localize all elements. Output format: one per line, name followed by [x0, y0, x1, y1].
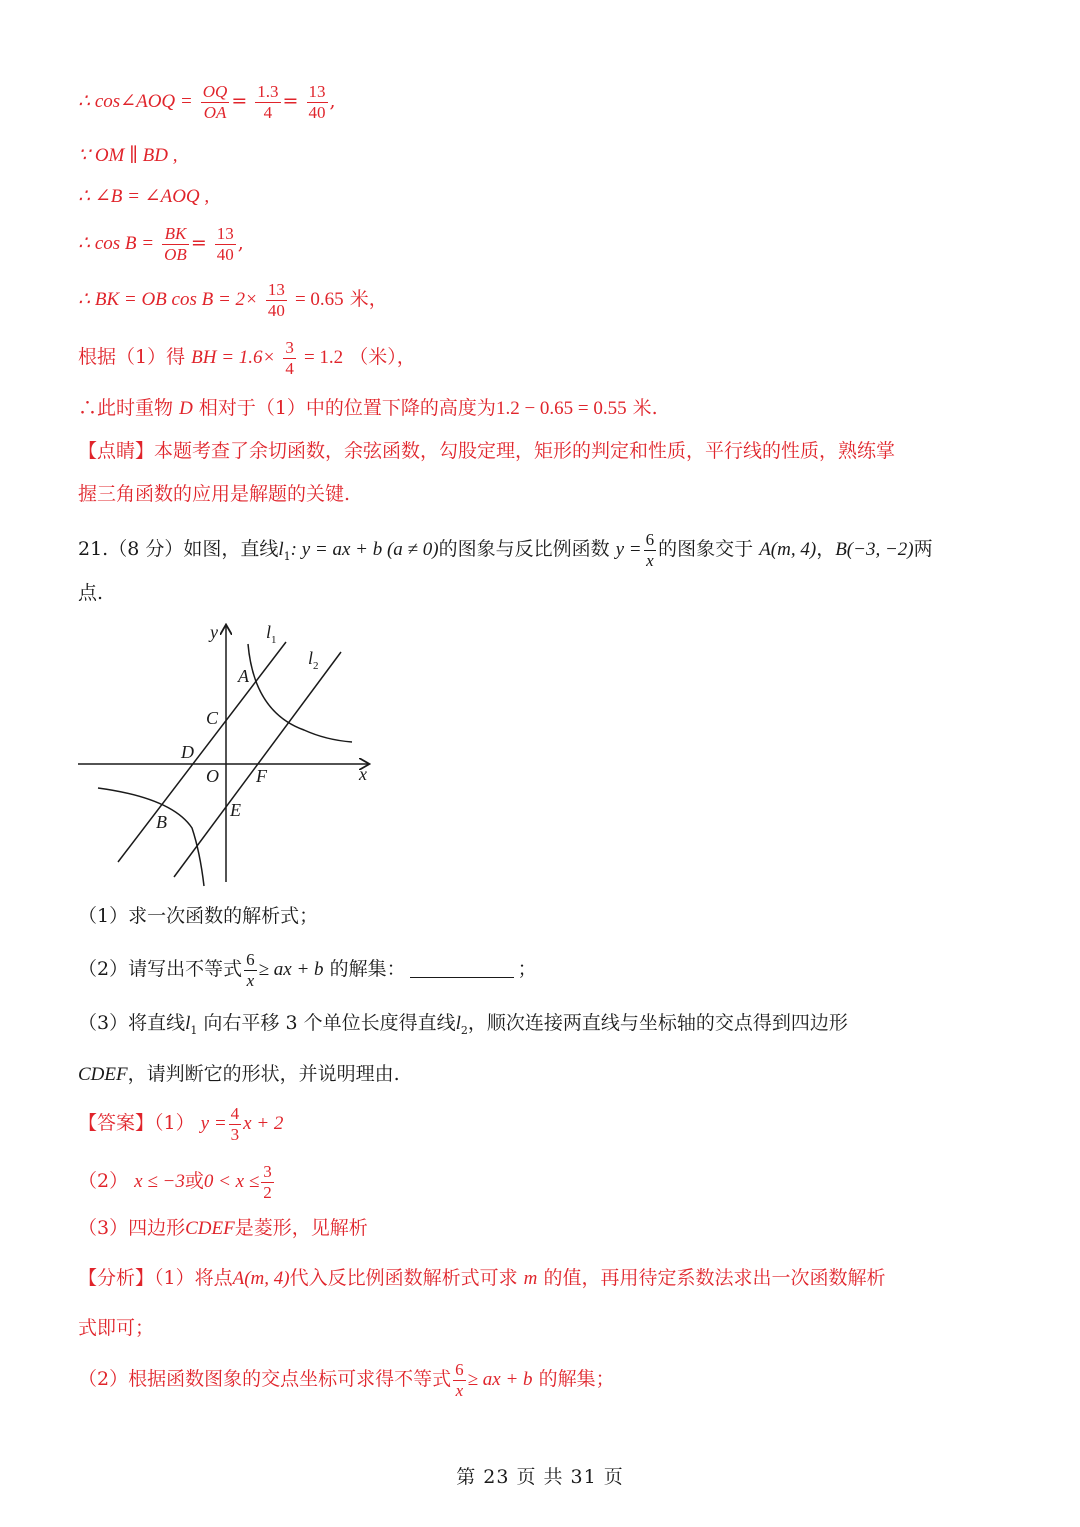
- part-3-line-2: CDEF，请判断它的形状，并说明理由.: [78, 1063, 400, 1085]
- proof-line-7: ∴此时重物 D 相对于（1）中的位置下降的高度为1.2 − 0.65 = 0.55 米.: [78, 397, 658, 419]
- analysis-line-1: 【分析】（1）将点A(m, 4)代入反比例函数解析式可求 m 的值，再用待定系数法求出一次函数解析: [78, 1267, 886, 1289]
- label-c: C: [206, 708, 219, 728]
- page-footer: 第 23 页 共 31 页: [456, 1466, 624, 1488]
- fraction: $\frac{13}{40}$: [267, 280, 285, 320]
- answer-1: 【答案】（1） y = $\frac{4}{3}$ x + 2: [78, 1104, 284, 1144]
- proof-line-4: ∴ cos B = $\frac{BK}{OB}$ = $\frac{13}{40}$ ,: [78, 224, 244, 264]
- fraction: $\frac{13}{40}$: [216, 224, 234, 264]
- label-a: A: [238, 666, 249, 686]
- answer-tag: 【答案】: [78, 1112, 155, 1135]
- label-o: O: [206, 766, 219, 786]
- fraction: $\frac{13}{40}$: [308, 82, 326, 122]
- proof-line-1-prefix: ∴ cos∠AOQ =: [78, 91, 193, 113]
- fraction: $\frac{6}{x}$: [645, 530, 655, 570]
- analysis-tag: 【分析】: [78, 1267, 155, 1289]
- fraction: $\frac{BK}{OB}$: [164, 224, 187, 264]
- proof-line-5: ∴ BK = OB cos B = 2× $\frac{13}{40}$ = 0.65 米，: [78, 280, 388, 320]
- label-y: y: [210, 622, 218, 642]
- part-2: （2）请写出不等式 $\frac{6}{x}$ ≥ ax + b 的解集： ；: [78, 950, 537, 990]
- answer-blank[interactable]: [410, 977, 514, 978]
- label-d: D: [181, 742, 194, 762]
- label-b: B: [156, 812, 167, 832]
- fraction: $\frac{3}{2}$: [263, 1162, 272, 1202]
- function-graph-figure: [76, 622, 376, 892]
- proof-line-3: ∴ ∠B = ∠AOQ ,: [78, 186, 210, 207]
- dianjing-tag: 【点睛】: [78, 440, 155, 462]
- label-e: E: [230, 800, 241, 820]
- analysis-line-3: （2）根据函数图象的交点坐标可求得不等式 $\frac{6}{x}$ ≥ ax + b 的解集；: [78, 1360, 615, 1400]
- proof-line-2: ∵ OM ∥ BD ,: [78, 145, 178, 166]
- fraction: $\frac{1.3}{4}$: [257, 82, 279, 122]
- fraction: $\frac{6}{x}$: [455, 1360, 464, 1400]
- proof-line-6: 根据（1）得 BH = 1.6× $\frac{3}{4}$ = 1.2 （米），: [78, 338, 416, 378]
- line-l1: [118, 642, 286, 862]
- analysis-line-2: 式即可；: [78, 1317, 155, 1339]
- question-line-2: 点.: [78, 582, 104, 604]
- part-3: （3）将直线$l_1$ 向右平移 3 个单位长度得直线$l_2$，顺次连接两直线与坐标轴的交点得到四边形: [78, 1012, 848, 1037]
- fraction: $\frac{3}{4}$: [285, 338, 294, 378]
- answer-3: （3）四边形CDEF是菱形，见解析: [78, 1217, 368, 1239]
- question-line-1: 21.（8 分）如图，直线$l_1$: y = ax + b (a ≠ 0)的图象与反比例函数 y = $\frac{6}{x}$ 的图象交于 A(m, 4)，B(−3, −2)两: [78, 530, 933, 570]
- hyperbola-lower-branch: [98, 788, 204, 886]
- fraction: $\frac{OQ}{OA}$: [202, 82, 228, 122]
- proof-line-1: ∴ cos∠AOQ = $\frac{OQ}{OA}$ = $\frac{1.3}{4}$ = $\frac{13}{40}$ ,: [78, 82, 336, 122]
- label-f: F: [256, 766, 267, 786]
- fraction: $\frac{4}{3}$: [230, 1104, 240, 1144]
- dianjing-line-1: 【点睛】本题考查了余切函数，余弦函数，勾股定理，矩形的判定和性质，平行线的性质，熟练掌: [78, 440, 896, 462]
- label-l2: $l_2$: [308, 648, 319, 672]
- fraction: $\frac{6}{x}$: [246, 950, 255, 990]
- label-x: x: [359, 764, 367, 784]
- part-1: （1）求一次函数的解析式；: [78, 905, 319, 927]
- dianjing-line-2: 握三角函数的应用是解题的关键.: [78, 483, 351, 505]
- answer-2: （2） x ≤ −3或0 < x ≤ $\frac{3}{2}$: [78, 1162, 272, 1202]
- label-l1: $l_1$: [266, 622, 277, 646]
